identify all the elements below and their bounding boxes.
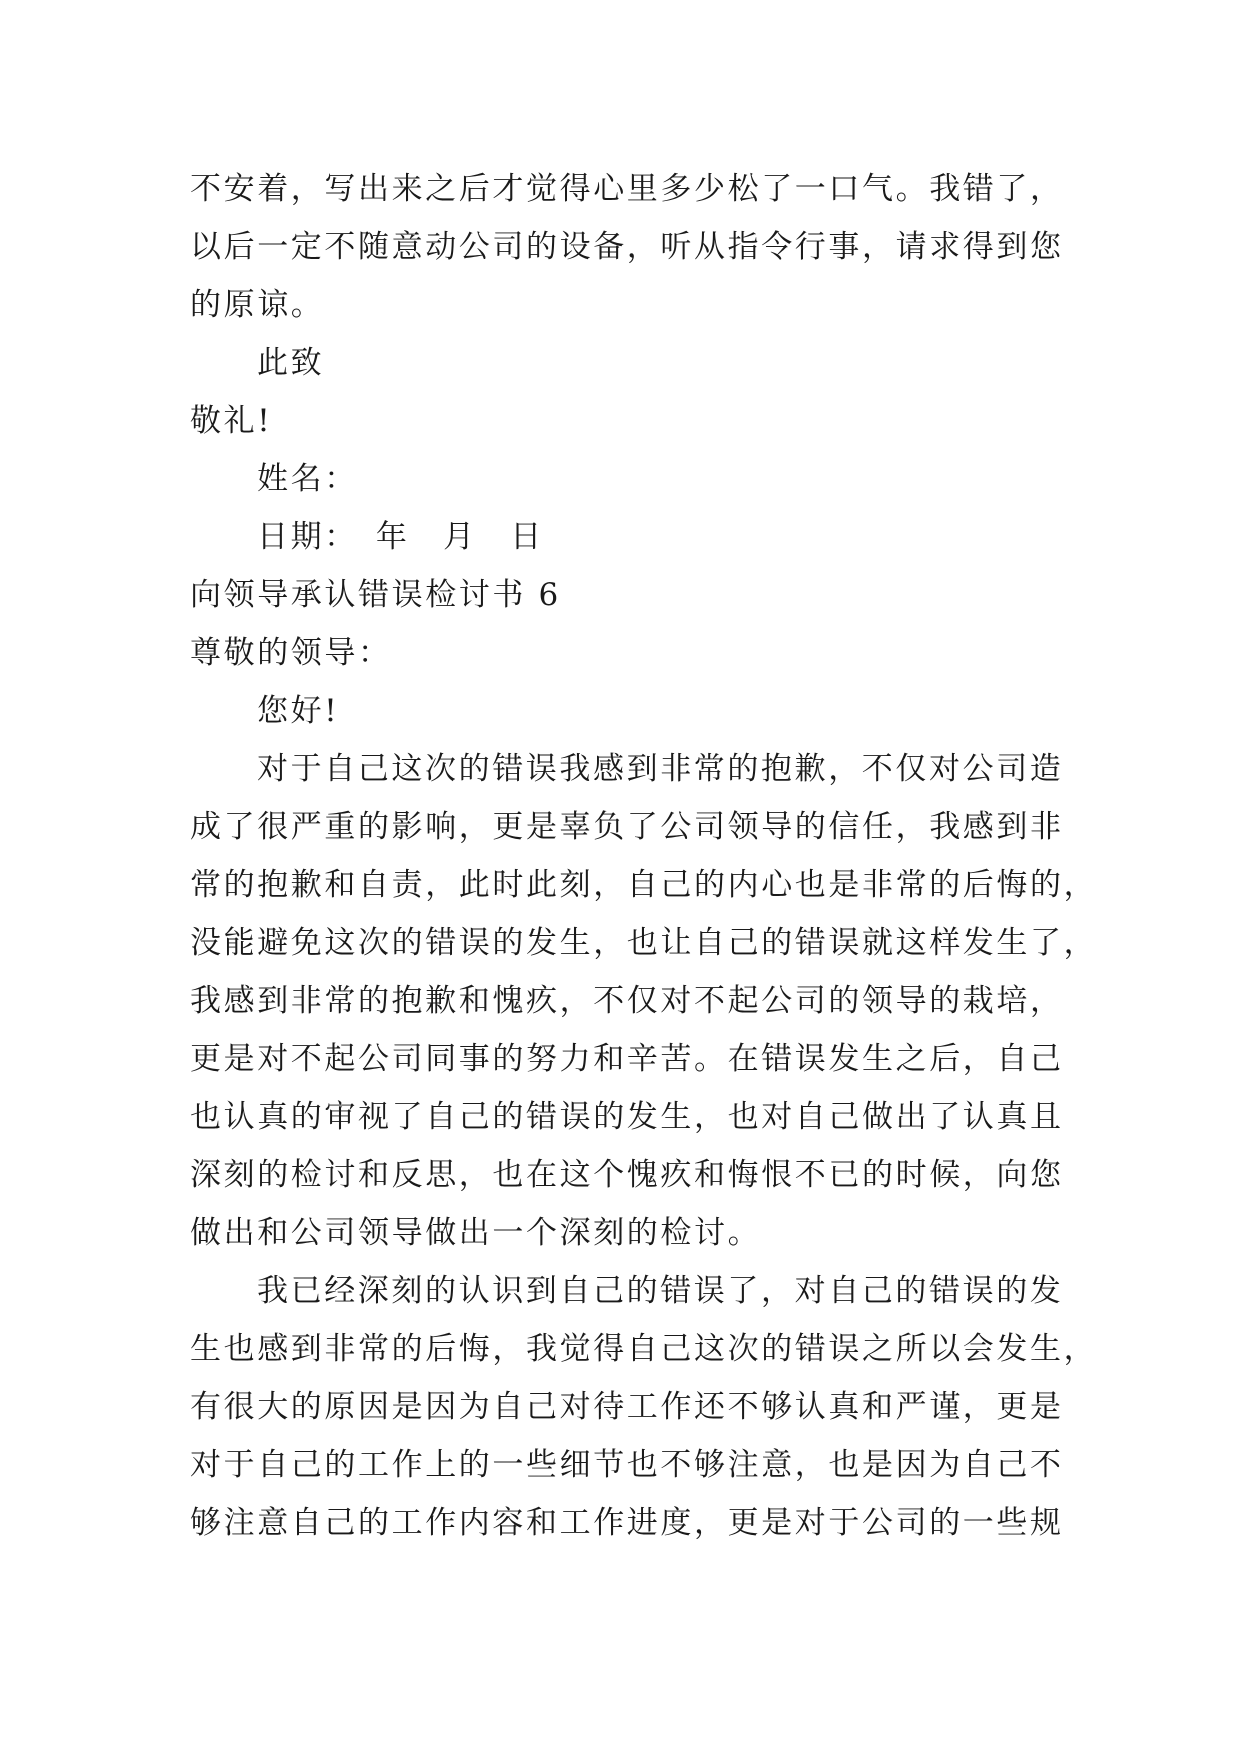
paragraph-line: 没能避免这次的错误的发生，也让自己的错误就这样发生了， [190,925,1098,961]
paragraph-line: 生也感到非常的后悔，我觉得自己这次的错误之所以会发生， [190,1331,1098,1367]
text-line: 不安着，写出来之后才觉得心里多少松了一口气。我错了， [190,171,1064,207]
greeting-recipient: 尊敬的领导： [190,635,392,671]
paragraph-line: 对于自己这次的错误我感到非常的抱歉，不仅对公司造 [257,751,1064,787]
paragraph-line: 做出和公司领导做出一个深刻的检讨。 [190,1215,762,1251]
paragraph-line: 够注意自己的工作内容和工作进度，更是对于公司的一些规 [190,1505,1064,1541]
paragraph-line: 对于自己的工作上的一些细节也不够注意，也是因为自己不 [190,1447,1064,1483]
paragraph-line: 也认真的审视了自己的错误的发生，也对自己做出了认真且 [190,1099,1064,1135]
signature-name: 姓名： [257,461,358,497]
paragraph-line: 常的抱歉和自责，此时此刻，自己的内心也是非常的后悔的， [190,867,1098,903]
text-line: 的原谅。 [190,287,325,323]
closing-regards: 敬礼! [190,403,273,439]
section-title: 向领导承认错误检讨书 6 [190,577,561,613]
document-body [190,160,1098,1552]
paragraph-line: 我感到非常的抱歉和愧疚，不仅对不起公司的领导的栽培， [190,983,1064,1019]
text-line: 以后一定不随意动公司的设备，听从指令行事，请求得到您 [190,229,1064,265]
signature-date: 日期： 年 月 日 [257,519,544,555]
closing-salutation: 此致 [257,345,325,381]
greeting: 您好! [257,693,340,729]
paragraph-line: 深刻的检讨和反思，也在这个愧疚和悔恨不已的时候，向您 [190,1157,1064,1193]
paragraph-line: 成了很严重的影响，更是辜负了公司领导的信任，我感到非 [190,809,1064,845]
paragraph-line: 有很大的原因是因为自己对待工作还不够认真和严谨，更是 [190,1389,1064,1425]
paragraph-line: 更是对不起公司同事的努力和辛苦。在错误发生之后，自己 [190,1041,1064,1077]
paragraph-line: 我已经深刻的认识到自己的错误了，对自己的错误的发 [257,1273,1064,1309]
